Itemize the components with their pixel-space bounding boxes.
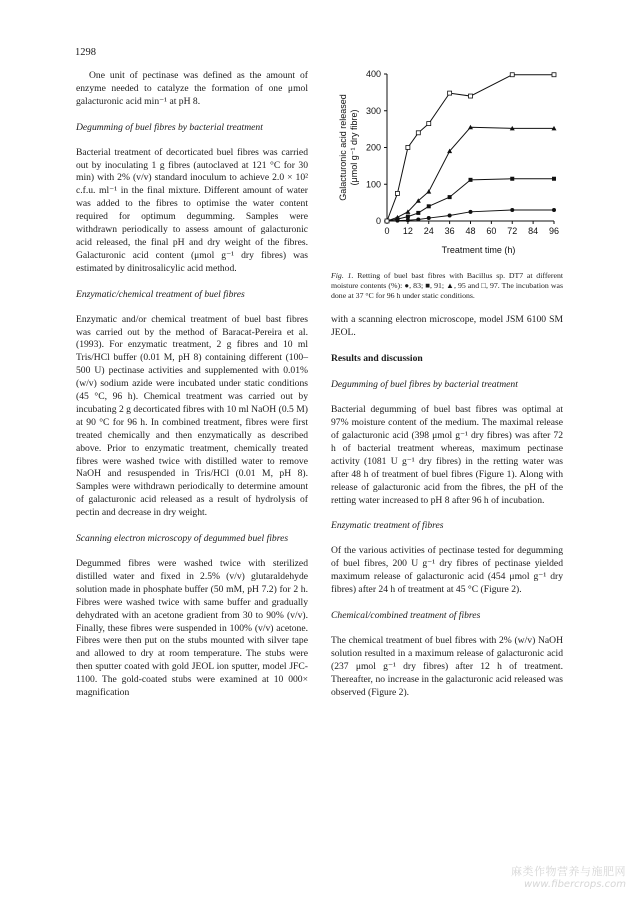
paragraph-enzymatic-results: Of the various activities of pectinase tested for degumming of buel fibres, 200 U g⁻¹ dry fibres of pectinase yielded maximum release of galacturonic acid (454 μmol g⁻¹ dry fibres) after 24 h of treatment at 45 °C (Figure 2). [331, 545, 563, 596]
y-tick-label: 300 [365, 105, 381, 116]
y-tick-label: 0 [375, 216, 381, 226]
data-point-97 [416, 131, 420, 135]
data-point-83 [552, 208, 556, 212]
page-number: 1298 [75, 47, 96, 58]
y-axis-label: Galacturonic acid released [338, 94, 348, 201]
figure-1-caption-text: Retting of buel bast fibres with Bacillus sp. DT7 at different moisture contents (%): ●, 83; ■, 91; ▲, 95 and □, 97. The incubation was done at 37 °C for 96 h under static conditions. [331, 271, 564, 301]
paragraph-chemical-results: The chemical treatment of buel fibres with 2% (w/v) NaOH solution resulted in a maximum release of galacturonic acid (237 μmol g⁻¹ dry fibres) after 12 h of treatment. Thereafter, no increase in the galacturonic acid released was observed (Figure 2). [331, 634, 563, 698]
x-tick-label: 36 [444, 226, 455, 236]
paragraph-bacterial-results: Bacterial degumming of buel bast fibres was optimal at 97% moisture content of the medium. The maximal release of galacturonic acid (398 μmol g⁻¹ dry fibres) was after 72 h of bacterial treatment whereas, maximum pectinase activity (1081 U g⁻¹ dry fibres) in the retting water was after 48 h of treatment of buel fibres (Figure 1). Along with release of galacturonic acid from the fibres, the pH of the retting water increased to pH 8 after 96 h of incubation. [331, 404, 563, 506]
heading-bacterial-degumming-results: Degumming of buel fibres by bacterial treatment [331, 379, 518, 391]
heading-enzymatic-chemical: Enzymatic/chemical treatment of buel fibres [76, 288, 245, 300]
paragraph-sem-continued: with a scanning electron microscope, model JSM 6100 SM JEOL. [331, 313, 563, 338]
data-point-83 [510, 208, 514, 212]
data-point-97 [552, 73, 556, 77]
heading-sem: Scanning electron microscopy of degummed buel fibres [76, 533, 289, 545]
data-point-83 [469, 210, 473, 214]
data-point-91 [469, 178, 473, 182]
data-point-91 [427, 204, 431, 208]
paragraph-sem: Degummed fibres were washed twice with sterilized distilled water and fixed in 2.5% (v/v) glutaraldehyde solution made in phosphate buffer (50 mM, pH 7.2) for 2 h. Fibres were washed twice with same buffer and gradually dehydrated with an acetone gradient from 30 to 90% (v/v). Finally, these fibres were suspended in 100% (v/v) acetone. Fibres were then put on the stubs mounted with silver tape and allowed to dry at room temperature. The stubs were then sputter coated with gold JEOL ion sputter, model JFC-1100. The gold-coated stubs were examined at 10 000× magnification [76, 558, 308, 699]
x-tick-label: 0 [384, 226, 390, 236]
heading-enzymatic-results: Enzymatic treatment of fibres [331, 520, 444, 532]
figure-1 [331, 60, 563, 270]
data-point-97 [469, 94, 473, 98]
x-tick-label: 72 [507, 226, 518, 236]
heading-results-discussion: Results and discussion [331, 353, 423, 365]
y-tick-label: 400 [365, 69, 381, 79]
y-tick-label: 100 [365, 179, 381, 190]
data-point-97 [427, 122, 431, 126]
paragraph-bacterial-treatment: Bacterial treatment of decorticated buel fibres was carried out by inoculating 1 g fibres (autoclaved at 121 °C for 30 min) with 2% (v/v) standard inoculum to achieve 2.0 × 10² c.f.u. ml⁻¹ in the final mixture. Different amount of water was added to the fibres to optimise the water content required for optimum degumming. Samples were withdrawn periodically to assess amount of galacturonic acid released, the final pH and dry weight of the fibres. Galacturonic acid content (μmol g⁻¹ dry fibres) was estimated by dinitrosalicylic acid method. [76, 146, 308, 274]
x-tick-label: 96 [548, 226, 560, 236]
heading-chemical-combined: Chemical/combined treatment of fibres [331, 610, 481, 622]
data-point-95 [426, 189, 431, 194]
data-point-83 [448, 213, 452, 217]
figure-1-caption [331, 271, 563, 302]
series-line-91 [387, 179, 554, 221]
paragraph-enzymatic-chemical: Enzymatic and/or chemical treatment of buel bast fibres was carried out by the method of Baracat-Pereira et al. (1993). For enzymatic treatment, 2 g fibres and 10 ml Tris/HCl buffer (0.01 M, pH 8) containing different (100–500 U) pectinase activities and supplemented with 0.01% (w/v) sodium azide were incubated under static conditions (45 °C, 96 h). Chemical treatment was carried out by incubating 2 g decorticated fibres with 10 ml NaOH (0.5 M) at 90 °C for 96 h. In combined treatment, fibres were first treated chemically and then enzymatically as described above. Prior to enzymatic treatment, chemically treated fibres were washed twice with distilled water to remove NaOH and resuspended in Tris/HCl (0.01 M, pH 8). Samples were withdrawn periodically to determine amount of galacturonic acid released as a result of hydrolysis of pectin and decrease in dry weight. [76, 313, 308, 519]
data-point-83 [406, 218, 410, 222]
data-point-97 [448, 91, 452, 95]
data-point-97 [510, 73, 514, 77]
data-point-83 [427, 216, 431, 220]
data-point-97 [395, 191, 399, 195]
figure-1-label: Fig. 1. [331, 271, 354, 280]
figure-1-chart [331, 60, 563, 270]
data-point-97 [385, 219, 389, 223]
data-point-91 [510, 177, 514, 181]
y-tick-label: 200 [365, 142, 381, 153]
data-point-91 [406, 215, 410, 219]
x-tick-label: 84 [528, 226, 539, 236]
pectinase-unit-definition: One unit of pectinase was defined as the amount of enzyme needed to catalyze the formation of one μmol galacturonic acid min⁻¹ at pH 8. [76, 70, 308, 107]
data-point-91 [552, 177, 556, 181]
x-tick-label: 24 [423, 226, 434, 236]
watermark-chinese: 麻类作物营养与施肥网 [511, 865, 626, 878]
left-column [76, 70, 308, 700]
x-tick-label: 48 [465, 226, 476, 236]
heading-bacterial-degumming: Degumming of buel fibres by bacterial treatment [76, 121, 263, 133]
right-column [331, 60, 563, 699]
watermark [511, 863, 626, 890]
data-point-95 [395, 215, 400, 220]
data-point-83 [416, 218, 420, 222]
x-axis-label: Treatment time (h) [441, 245, 516, 255]
x-tick-label: 60 [486, 226, 497, 236]
data-point-91 [448, 195, 452, 199]
data-point-91 [416, 211, 420, 215]
watermark-url: www.fibercrops.com [524, 879, 626, 890]
data-point-97 [406, 146, 410, 150]
x-tick-label: 12 [402, 226, 413, 236]
y-axis-label-units: (μmol g⁻¹ dry fibre) [349, 109, 359, 186]
